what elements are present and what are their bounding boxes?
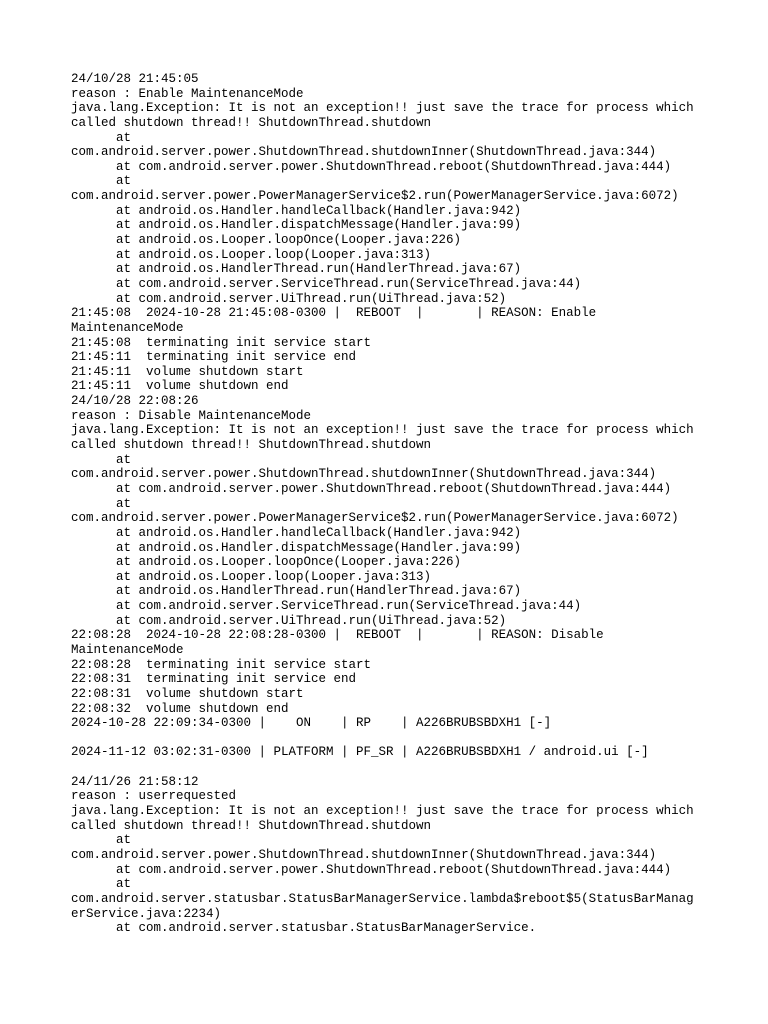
log-line: at android.os.Handler.dispatchMessage(Handler.java:99) (71, 218, 522, 233)
log-line: java.lang.Exception: It is not an exception!! just save the trace for process which (71, 101, 694, 116)
log-line: at android.os.Handler.dispatchMessage(Handler.java:99) (71, 540, 522, 555)
log-line: at android.os.Handler.handleCallback(Handler.java:942) (71, 525, 522, 540)
log-line: MaintenanceMode (71, 642, 184, 657)
log-line (71, 731, 703, 746)
log-line: at (71, 130, 132, 145)
log-line: 21:45:11 terminating init service end (71, 350, 357, 365)
log-line: at android.os.Looper.loop(Looper.java:313) (71, 569, 432, 584)
log-line: at android.os.Handler.handleCallback(Handler.java:942) (71, 203, 522, 218)
log-line: reason : Enable MaintenanceMode (71, 86, 304, 101)
log-line: MaintenanceMode (71, 320, 184, 335)
log-line: at android.os.HandlerThread.run(HandlerThread.java:67) (71, 584, 522, 599)
log-line (71, 760, 703, 775)
log-line: 21:45:08 terminating init service start (71, 335, 372, 350)
log-line: 24/11/26 21:58:12 (71, 774, 199, 789)
log-line: at com.android.server.power.ShutdownThread.reboot(ShutdownThread.java:444) (71, 862, 672, 877)
log-line: erService.java:2234) (71, 906, 222, 921)
log-line: 24/10/28 21:45:05 (71, 72, 199, 86)
log-line: com.android.server.power.ShutdownThread.shutdownInner(ShutdownThread.java:344) (71, 145, 657, 160)
log-line: 22:08:32 volume shutdown end (71, 701, 289, 716)
log-line: reason : userrequested (71, 789, 237, 804)
log-line: 24/10/28 22:08:26 (71, 394, 199, 409)
log-line: reason : Disable MaintenanceMode (71, 408, 312, 423)
log-line: at com.android.server.power.ShutdownThread.reboot(ShutdownThread.java:444) (71, 159, 672, 174)
log-line: at com.android.server.statusbar.StatusBarManagerService. (71, 921, 537, 936)
log-line: 2024-11-12 03:02:31-0300 | PLATFORM | PF_SR | A226BRUBSBDXH1 / android.ui [-] (71, 745, 649, 760)
log-line: 2024-10-28 22:09:34-0300 | ON | RP | A226BRUBSBDXH1 [-] (71, 716, 552, 731)
log-line: 21:45:08 2024-10-28 21:45:08-0300 | REBOOT | | REASON: Enable (71, 306, 597, 321)
log-line: at com.android.server.power.ShutdownThread.reboot(ShutdownThread.java:444) (71, 481, 672, 496)
log-line: at com.android.server.UiThread.run(UiThread.java:52) (71, 613, 507, 628)
log-line: called shutdown thread!! ShutdownThread.shutdown (71, 818, 432, 833)
log-line: at com.android.server.ServiceThread.run(ServiceThread.java:44) (71, 276, 582, 291)
log-line: at (71, 496, 132, 511)
log-line: at android.os.Looper.loopOnce(Looper.java:226) (71, 233, 462, 248)
log-line: com.android.server.power.PowerManagerService$2.run(PowerManagerService.java:6072) (71, 511, 679, 526)
log-line: at (71, 174, 132, 189)
log-line: at com.android.server.UiThread.run(UiThread.java:52) (71, 291, 507, 306)
log-line: 22:08:31 terminating init service end (71, 672, 357, 687)
log-line: at android.os.Looper.loopOnce(Looper.java:226) (71, 555, 462, 570)
log-line: 21:45:11 volume shutdown end (71, 379, 289, 394)
log-line: at android.os.Looper.loop(Looper.java:313) (71, 247, 432, 262)
log-line: 22:08:28 2024-10-28 22:08:28-0300 | REBOOT | | REASON: Disable (71, 628, 604, 643)
log-line: java.lang.Exception: It is not an exception!! just save the trace for process which (71, 423, 694, 438)
log-line: at (71, 452, 132, 467)
log-line: at (71, 833, 132, 848)
log-line: 22:08:31 volume shutdown start (71, 686, 304, 701)
log-line: com.android.server.power.PowerManagerService$2.run(PowerManagerService.java:6072) (71, 189, 679, 204)
log-line: 21:45:11 volume shutdown start (71, 364, 304, 379)
log-line: at com.android.server.ServiceThread.run(ServiceThread.java:44) (71, 599, 582, 614)
log-line: at android.os.HandlerThread.run(HandlerThread.java:67) (71, 262, 522, 277)
log-line: com.android.server.power.ShutdownThread.shutdownInner(ShutdownThread.java:344) (71, 467, 657, 482)
log-line: called shutdown thread!! ShutdownThread.shutdown (71, 115, 432, 130)
log-line: 22:08:28 terminating init service start (71, 657, 372, 672)
log-line: com.android.server.power.ShutdownThread.shutdownInner(ShutdownThread.java:344) (71, 847, 657, 862)
log-line: at (71, 877, 132, 892)
log-text-block (71, 72, 703, 936)
log-line: com.android.server.statusbar.StatusBarManagerService.lambda$reboot$5(StatusBarManag (71, 891, 694, 906)
log-line: java.lang.Exception: It is not an exception!! just save the trace for process which (71, 804, 694, 819)
log-line: called shutdown thread!! ShutdownThread.shutdown (71, 438, 432, 453)
